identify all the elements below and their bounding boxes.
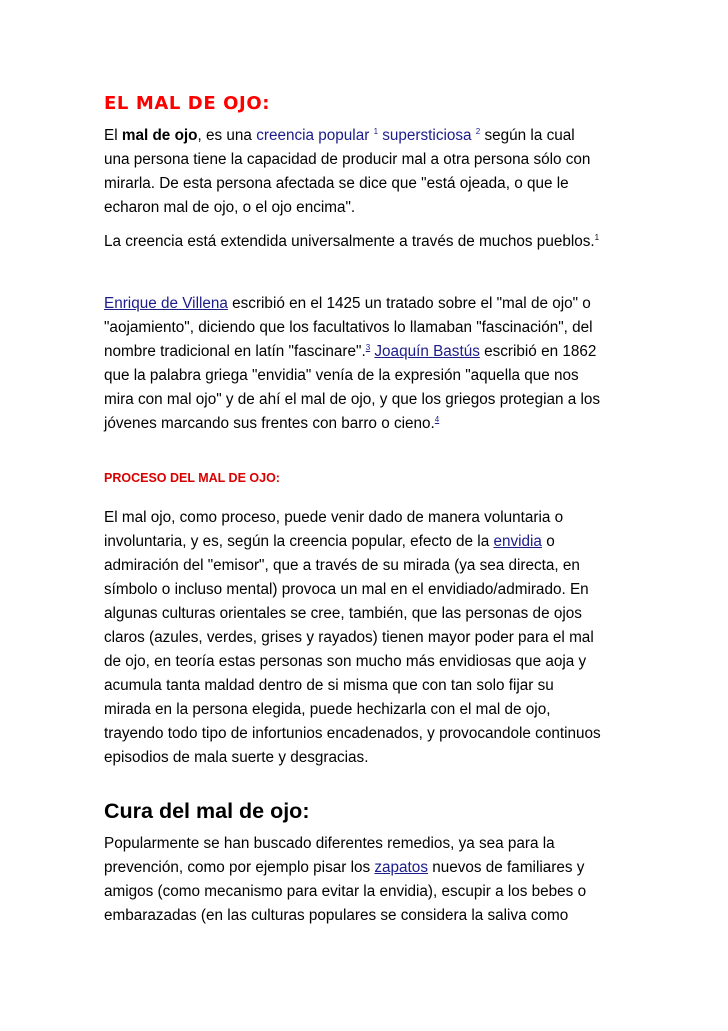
text: , es una xyxy=(197,127,257,144)
proceso-line-8: acumula tanta maldad dentro de si misma que con tan solo fijar su xyxy=(104,677,554,694)
cura-line-4: embarazadas (en las culturas populares se considera la saliva como xyxy=(104,907,569,924)
text: El xyxy=(104,127,122,144)
proceso-line-2 xyxy=(104,530,626,554)
proceso-line-10: trayendo todo tipo de infortunios encadenados, y provocandole continuos xyxy=(104,725,601,742)
history-line-5: mira con mal ojo" y de ahí el mal de ojo, y que los griegos protegian a los xyxy=(104,391,601,408)
text: La creencia está extendida universalmente a través de muchos pueblos. xyxy=(104,233,595,250)
text: escribió en el 1425 un tratado sobre el "mal de ojo" o xyxy=(227,295,591,312)
footnote-ref-4[interactable]: 4 xyxy=(434,414,440,424)
link-joaquin-bastus[interactable]: Joaquín Bastús xyxy=(374,343,480,360)
history-paragraph xyxy=(104,292,626,436)
history-line-2: "aojamiento", diciendo que los facultativos lo llamaban "fascinación", del xyxy=(104,319,593,336)
intro-line-4: echaron mal de ojo, o el ojo encima". xyxy=(104,199,356,216)
text: según la cual xyxy=(480,127,575,144)
link-enrique-de-villena[interactable]: Enrique de Villena xyxy=(104,295,228,312)
history-line-3 xyxy=(104,340,626,364)
footnote-ref-1b[interactable]: 1 xyxy=(594,232,600,242)
term-mal-de-ojo: mal de ojo xyxy=(121,127,198,144)
cura-line-1: Popularmente se han buscado diferentes remedios, ya sea para la xyxy=(104,835,555,852)
intro-line-2: una persona tiene la capacidad de producir mal a otra persona sólo con xyxy=(104,151,591,168)
intro-line-1 xyxy=(104,124,626,148)
text: prevención, como por ejemplo pisar los xyxy=(104,859,375,876)
footnote-ref-2[interactable]: 2 xyxy=(475,126,481,136)
history-line-4: que la palabra griega "envidia" venía de la expresión "aquella que nos xyxy=(104,367,579,384)
proceso-line-7: de ojo, en teoría estas personas son mucho más envidiosas que aoja y xyxy=(104,653,587,670)
universal-paragraph xyxy=(104,230,626,254)
text: nombre tradicional en latín "fascinare". xyxy=(104,343,366,360)
proceso-line-11: episodios de mala suerte y desgracias. xyxy=(104,749,369,766)
section-heading-cura: Cura del mal de ojo: xyxy=(104,799,310,823)
proceso-line-1: El mal ojo, como proceso, puede venir dado de manera voluntaria o xyxy=(104,509,564,526)
proceso-line-5: algunas culturas orientales se cree, también, que las personas de ojos xyxy=(104,605,582,622)
intro-line-3: mirarla. De esta persona afectada se dice que "está ojeada, o que le xyxy=(104,175,569,192)
history-line-6 xyxy=(104,412,626,436)
cura-line-2 xyxy=(104,856,626,880)
text: escribió en 1862 xyxy=(479,343,597,360)
footnote-ref-1[interactable]: 1 xyxy=(373,126,379,136)
proceso-line-6: claros (azules, verdes, grises y rayados) tienen mayor poder para el mal xyxy=(104,629,594,646)
link-creencia-popular[interactable]: creencia popular xyxy=(256,127,370,144)
proceso-line-3: admiración del "emisor", que a través de su mirada (ya sea directa, en xyxy=(104,557,580,574)
text: o xyxy=(541,533,555,550)
link-supersticiosa[interactable]: supersticiosa xyxy=(382,127,472,144)
text: jóvenes marcando sus frentes con barro o cieno. xyxy=(104,415,435,432)
section-heading-proceso: PROCESO DEL MAL DE OJO: xyxy=(104,471,280,485)
proceso-line-9: mirada en la persona elegida, puede hechizarla con el mal de ojo, xyxy=(104,701,551,718)
footnote-ref-3[interactable]: 3 xyxy=(365,342,371,352)
page-title: EL MAL DE OJO: xyxy=(104,93,271,114)
text: involuntaria, y es, según la creencia popular, efecto de la xyxy=(104,533,494,550)
history-line-1 xyxy=(104,292,626,316)
universal-line xyxy=(104,230,626,254)
proceso-line-4: símbolo o incluso mental) provoca un mal en el envidiado/admirado. En xyxy=(104,581,589,598)
cura-paragraph xyxy=(104,832,626,928)
link-envidia[interactable]: envidia xyxy=(493,533,542,550)
proceso-paragraph xyxy=(104,506,626,770)
intro-paragraph xyxy=(104,124,626,220)
link-zapatos[interactable]: zapatos xyxy=(374,859,428,876)
cura-line-3: amigos (como mecanismo para evitar la envidia), escupir a los bebes o xyxy=(104,883,587,900)
text: nuevos de familiares y xyxy=(427,859,585,876)
